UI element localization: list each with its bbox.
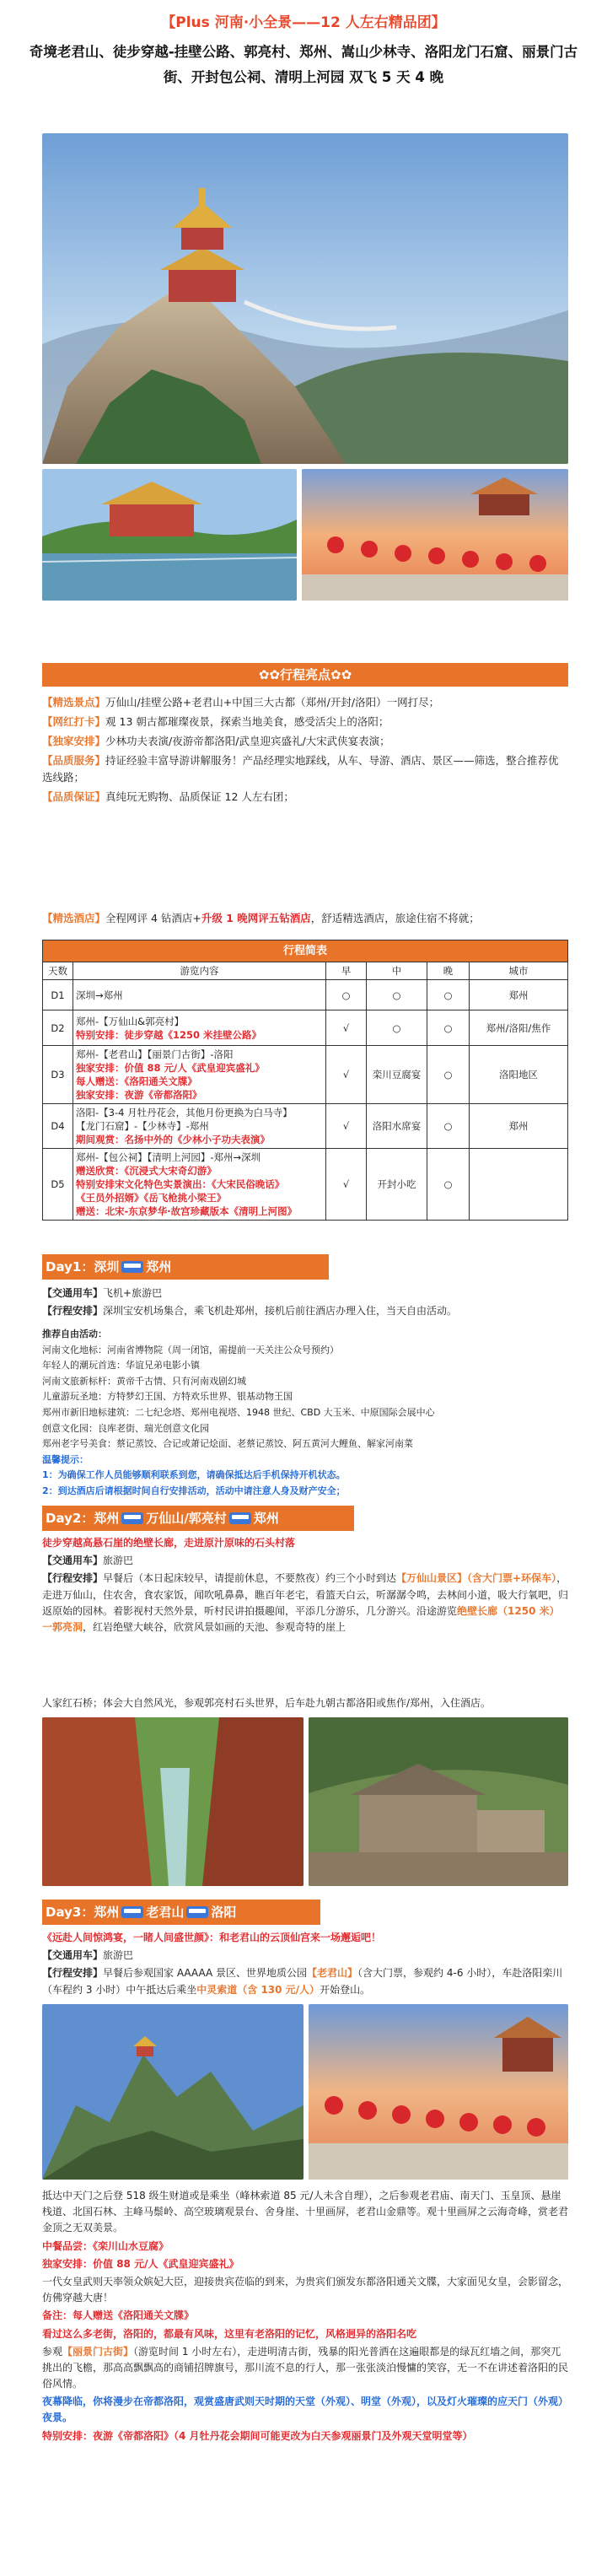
temple-lake-photo (42, 469, 297, 601)
highlight-item: 【独家安排】少林功夫表演/夜游帝都洛阳/武皇迎宾盛礼/大宋武侠宴表演； (42, 735, 390, 747)
bus-icon (121, 1906, 143, 1918)
page-title: 【Plus 河南·小全景——12 人左右精品团】 (161, 14, 446, 31)
highlight-item: 【品质服务】持证经验丰富导游讲解服务！产品经理实地踩线，从车、导游、酒店、景区——筛选，整合推荐优选线路； (42, 754, 559, 784)
highlight-item: 【品质保证】真纯玩无购物、品质保证 12 人左右团； (42, 790, 294, 803)
table-row: D5 郑州-【包公祠】【清明上河园】-郑州→深圳 赠送欣赏：《沉浸式大宋奇幻游》 特别安排宋文化特色实景演出：《大宋民俗晚话》 《王员外招婿》《岳飞枪挑小梁王》 赠送：北宋-东京梦华·故宫珍藏版本《清明上河图》 √ 开封小吃 ○ (43, 1149, 568, 1221)
page-subtitle: 奇境老君山、徒步穿越-挂壁公路、郭亮村、郑州、嵩山少林寺、洛阳龙门石窟、丽景门古街、开封包公祠、清明上河园 双飞 5 天 4 晚 (29, 44, 578, 86)
day3-title-bar: Day3：郑州 老君山 洛阳 (42, 1900, 320, 1925)
lantern-street-sunset-photo (309, 2004, 568, 2180)
sunset-lanterns-photo (302, 469, 568, 601)
bus-icon (186, 1906, 208, 1918)
day3-section: 《远赴人间惊鸿宴，一睹人间盛世颜》：和老君山的云顶仙宫来一场邂逅吧！ 【交通用车】旅游巴 【行程安排】早餐后参观国家 AAAAA 景区、世界地质公园【老君山】（含大门票，参观约 4-6 小时），车赴洛阳栾川（车程约 3 小时）中午抵达后乘坐中灵索道（含 130 元/人）开始登山。 (42, 1932, 563, 1996)
highlights-list (42, 692, 568, 808)
day3-details: 抵达中天门之后登 518 级生财道或是乘坐（峰林索道 85 元/人未含自理），之后参观老君庙、南天门、玉皇顶、悬崖栈道、北国石林、主峰马鬃岭、高空玻璃观景台、舍身崖、十里画屏，老君山金鼎等。观十里画屏之云海奇峰，赏老君金顶之无双美景。 中餐品尝：《栾川山水豆腐》 独家安排：价值 88 元/人《武皇迎宾盛礼》 一代女皇武则天率领众嫔妃大臣，迎接贵宾莅临的到来，为贵宾们颁发东都洛阳通关文牒，大家面见女皇，会影留念，仿佛穿越大唐！ 备注：每人赠送《洛阳通关文牒》 看过这么多老街，洛阳的，都最有风味，这里有老洛阳的记忆，风格迥异的洛阳名吃 参观【丽景门古街】（游览时间 1 小时左右），走进明清古街，残暴的阳光普洒在这遍眼都是的绿瓦红墙之间，那突兀挑出的飞檐，那高高飘飘高的商铺招牌旗号，那川流不息的行人，那一张张淡泊慢慵的笑容，无一不在讲述着洛阳的民俗风情。 夜幕降临，你将漫步在帝都洛阳，观赏盛唐武则天时期的天堂（外观）、明堂（外观），以及灯火璀璨的应天门（外观）夜景。 特别安排：夜游《帝都洛阳》（4 月牡丹花会期间可能更改为白天参观丽景门及外观天堂明堂等） (42, 2190, 569, 2442)
table-row: D2 郑州-【万仙山&郭亮村】 特别安排：徒步穿越《1250 米挂壁公路》 √ ○ ○ 郑州/洛阳/焦作 (43, 1010, 568, 1046)
itinerary-table: 行程简表 天数 游览内容 早 中 晚 城市 D1 深圳→郑州 ○ ○ ○ 郑州 D2 郑州-【万仙山&郭亮村】 特别安排：徒步穿越《1250 米挂壁公路》 √ ○ ○ 郑州/洛阳/焦作 D3 郑州-【老君山】【丽景门古街】-洛阳 独家安排：价值 88 元/人《武皇迎宾盛礼》 每人赠送：《洛阳通关文牒》 独家安排：夜游《帝都洛阳》 √ 栾川豆腐宴 ○ 洛阳地区 D4 洛阳-【3-4 月牡丹花会，其他月份更换为白马寺】 【龙门石窟】-【少林寺】-郑州 期间观赏：名扬中外的《少林小子功夫表演》 √ 洛阳水席宴 ○ 郑州 D5 郑州-【包公祠】【清明上河园】-郑州→深圳 赠送欣赏：《沉浸式大宋奇幻游》 特别安排宋文化特色实景演出：《大宋民俗晚话》 《王员外招婿》《岳飞枪挑小梁王》 赠送：北宋-东京梦华·故宫珍藏版本《清明上河图》 √ 开封小吃 ○ (42, 940, 568, 1221)
bus-icon (229, 1512, 251, 1524)
hero-mountain-temple-photo (42, 133, 568, 464)
table-row: D3 郑州-【老君山】【丽景门古街】-洛阳 独家安排：价值 88 元/人《武皇迎宾盛礼》 每人赠送：《洛阳通关文牒》 独家安排：夜游《帝都洛阳》 √ 栾川豆腐宴 ○ 洛阳地区 (43, 1046, 568, 1104)
laojun-mountain-photo (42, 2004, 304, 2180)
highlights-banner: ✿✿行程亮点✿✿ (42, 663, 568, 687)
bus-icon (121, 1261, 143, 1273)
hotel-line: 【精选酒店】全程网评 4 钻酒店+升级 1 晚网评五钻酒店，舒适精选酒店，旅途住宿不将就； (42, 912, 480, 924)
day1-title-bar: Day1：深圳 郑州 (42, 1254, 329, 1280)
day2-section: 徒步穿越高悬石崖的绝壁长廊，走进原汁原味的石头村落 【交通用车】旅游巴 【行程安排】早餐后（本日起床较早，请提前休息，不要熬夜）约三个小时到达【万仙山景区】（含大门票+环保车），走进万仙山，住农舍，食农家饭，闻吹吼鼻鼻，瞧百年老宅，看篮天白云，听潺潺令鸣，去林间小道，吸大行氧吧，归返原始的园林。着影视村天然外景，听村民讲拍摄趣闻，平添几分游乐，几分游兴。沿途游览绝壁长廊（1250 米）一郭亮洞，红岩绝壁大峡谷，欣赏风景如画的天池、参观奇特的崖上 (42, 1537, 569, 1633)
stone-village-photo (309, 1717, 568, 1886)
day2-title-bar: Day2：郑州 万仙山/郭亮村 郑州 (42, 1506, 354, 1531)
bus-icon (121, 1512, 143, 1524)
day2-continued: 人家红石桥；体会大自然风光，参观郭亮村石头世界，后车赴九朝古都洛阳或焦作/郑州，入住酒店。 (42, 1697, 492, 1709)
table-row: D4 洛阳-【3-4 月牡丹花会，其他月份更换为白马寺】 【龙门石窟】-【少林寺】-郑州 期间观赏：名扬中外的《少林小子功夫表演》 √ 洛阳水席宴 ○ 郑州 (43, 1104, 568, 1149)
red-canyon-photo (42, 1717, 304, 1886)
highlight-item: 【网红打卡】观 13 朝古都璀璨夜景，探索当地美食，感受活尖上的洛阳； (42, 715, 389, 728)
table-row: D1 深圳→郑州 ○ ○ ○ 郑州 (43, 980, 568, 1010)
table-title: 行程简表 (43, 940, 568, 962)
day1-recommendations: 推荐自由活动： 河南文化地标：河南省博物院（周一闭馆，需提前一天关注公众号预约） 年轻人的潮玩首选：华谊兄弟电影小镇 河南文旅新标杆：黄帝千古情、只有河南戏剧幻城 儿童游玩圣地：方特梦幻王国、方特欢乐世界、银基动物王国 郑州市新旧地标建筑：二七纪念塔、郑州电视塔、1948 世纪、CBD 大玉米、中原国际会展中心 创意文化园：良库老街、瑞光创意文化园 郑州老字号美食：蔡记蒸饺、合记或萧记烩面、老蔡记蒸饺、阿五黄河大鲤鱼、解家河南菜 温馨提示： 1：为确保工作人员能够顺利联系到您，请确保抵达后手机保持开机状态。 2：到达酒店后请根据时间自行安排活动，活动中请注意人身及财产安全； (42, 1328, 435, 1496)
highlight-item: 【精选景点】万仙山/挂壁公路+老君山+中国三大古都（郑州/开封/洛阳）一网打尽； (42, 696, 440, 709)
day1-section: 【交通用车】飞机+旅游巴 【行程安排】深圳宝安机场集合，乘飞机赴郑州，接机后前往酒店办理入住，当天自由活动。 (42, 1287, 458, 1318)
